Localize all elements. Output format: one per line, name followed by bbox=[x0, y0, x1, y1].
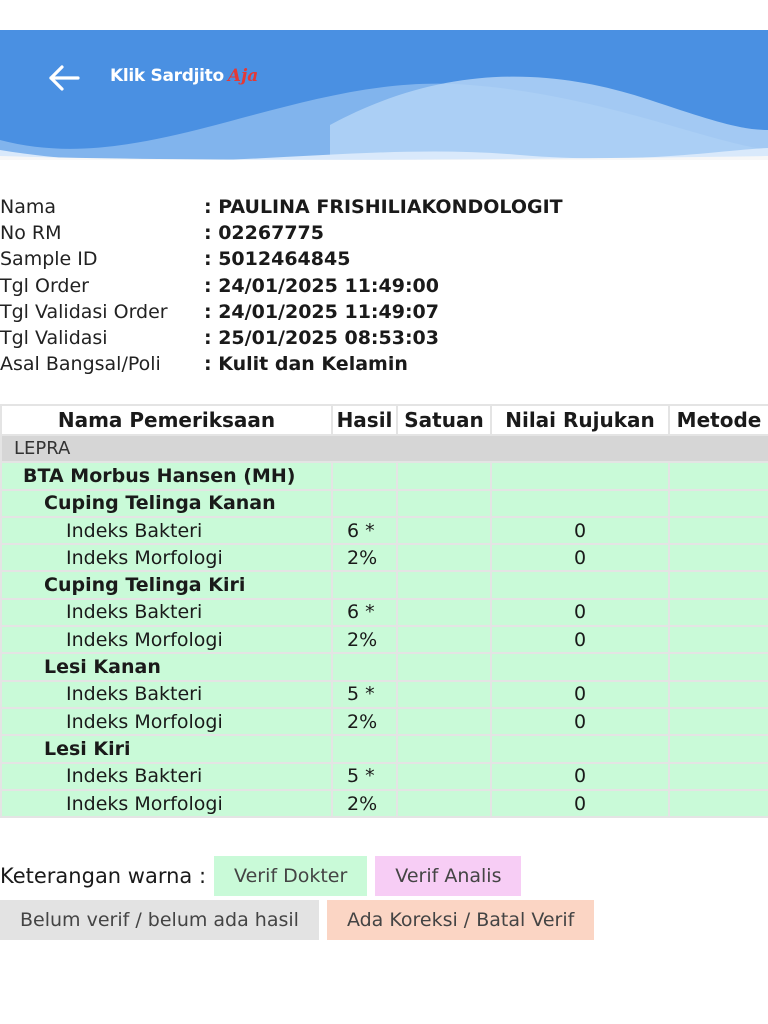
back-button[interactable] bbox=[44, 58, 84, 98]
cell-metode bbox=[669, 462, 768, 489]
legend-title: Keterangan warna : bbox=[0, 864, 207, 888]
patient-info-value: : 5012464845 bbox=[204, 248, 351, 271]
cell-nama: Indeks Morfologi bbox=[1, 708, 332, 735]
cell-metode bbox=[669, 517, 768, 544]
cell-metode bbox=[669, 763, 768, 790]
cell-nama: Indeks Bakteri bbox=[1, 517, 332, 544]
patient-info-label: Tgl Validasi Order bbox=[0, 300, 168, 323]
cell-nama: Lesi Kiri bbox=[1, 735, 332, 762]
cell-nilai-rujukan bbox=[491, 490, 669, 517]
cell-hasil: 2% bbox=[332, 544, 397, 571]
table-row bbox=[1, 653, 768, 680]
cell-hasil bbox=[332, 462, 397, 489]
patient-info-label: Asal Bangsal/Poli bbox=[0, 353, 161, 376]
cell-satuan bbox=[397, 626, 491, 653]
cell-metode bbox=[669, 599, 768, 626]
brand-name: Klik Sardjito bbox=[110, 66, 224, 86]
legend-ada-koreksi: Ada Koreksi / Batal Verif bbox=[327, 900, 594, 940]
cell-satuan bbox=[397, 462, 491, 489]
cell-nama: Cuping Telinga Kanan bbox=[1, 490, 332, 517]
cell-metode bbox=[669, 653, 768, 680]
patient-info-row bbox=[0, 273, 768, 299]
cell-satuan bbox=[397, 790, 491, 817]
cell-metode bbox=[669, 735, 768, 762]
cell-nilai-rujukan: 0 bbox=[491, 544, 669, 571]
cell-nilai-rujukan: 0 bbox=[491, 517, 669, 544]
cell-satuan bbox=[397, 599, 491, 626]
cell-satuan bbox=[397, 653, 491, 680]
color-legend bbox=[0, 856, 768, 944]
table-row bbox=[1, 544, 768, 571]
cell-metode bbox=[669, 571, 768, 598]
cell-nama: Indeks Bakteri bbox=[1, 681, 332, 708]
cell-hasil bbox=[332, 653, 397, 680]
table-row bbox=[1, 708, 768, 735]
brand-logo bbox=[110, 66, 258, 86]
table-row bbox=[1, 763, 768, 790]
cell-nama: Indeks Bakteri bbox=[1, 599, 332, 626]
cell-hasil: 2% bbox=[332, 626, 397, 653]
patient-info-value: : 25/01/2025 08:53:03 bbox=[204, 327, 439, 350]
cell-satuan bbox=[397, 763, 491, 790]
table-row bbox=[1, 599, 768, 626]
table-row bbox=[1, 735, 768, 762]
patient-info-value: : PAULINA FRISHILIAKONDOLOGIT bbox=[204, 196, 563, 219]
table-header-row bbox=[1, 405, 768, 435]
patient-info-row bbox=[0, 194, 768, 220]
table-row bbox=[1, 681, 768, 708]
cell-nama: Indeks Morfologi bbox=[1, 544, 332, 571]
table-row bbox=[1, 517, 768, 544]
patient-info bbox=[0, 194, 768, 377]
cell-hasil: 6 * bbox=[332, 517, 397, 544]
patient-info-label: Tgl Validasi bbox=[0, 327, 108, 350]
patient-info-row bbox=[0, 246, 768, 272]
cell-nilai-rujukan: 0 bbox=[491, 599, 669, 626]
col-nilai-rujukan: Nilai Rujukan bbox=[491, 405, 669, 435]
patient-info-row bbox=[0, 299, 768, 325]
cell-hasil: 2% bbox=[332, 790, 397, 817]
patient-info-value: : Kulit dan Kelamin bbox=[204, 353, 408, 376]
table-row bbox=[1, 790, 768, 817]
patient-info-label: Nama bbox=[0, 196, 57, 219]
patient-info-label: Tgl Order bbox=[0, 274, 89, 297]
cell-nama: BTA Morbus Hansen (MH) bbox=[1, 462, 332, 489]
patient-info-row bbox=[0, 351, 768, 377]
cell-satuan bbox=[397, 735, 491, 762]
cell-nilai-rujukan bbox=[491, 571, 669, 598]
cell-hasil bbox=[332, 735, 397, 762]
app-header bbox=[0, 30, 768, 160]
table-row bbox=[1, 490, 768, 517]
cell-metode bbox=[669, 681, 768, 708]
cell-metode bbox=[669, 626, 768, 653]
cell-satuan bbox=[397, 708, 491, 735]
cell-nilai-rujukan: 0 bbox=[491, 763, 669, 790]
cell-nilai-rujukan: 0 bbox=[491, 790, 669, 817]
cell-nilai-rujukan: 0 bbox=[491, 708, 669, 735]
cell-satuan bbox=[397, 544, 491, 571]
patient-info-value: : 24/01/2025 11:49:00 bbox=[204, 274, 439, 297]
results-table bbox=[0, 404, 768, 818]
cell-metode bbox=[669, 708, 768, 735]
patient-info-row bbox=[0, 220, 768, 246]
cell-nama: Indeks Morfologi bbox=[1, 626, 332, 653]
cell-hasil bbox=[332, 571, 397, 598]
cell-metode bbox=[669, 544, 768, 571]
header-wave-decoration bbox=[0, 30, 768, 160]
cell-metode bbox=[669, 490, 768, 517]
cell-satuan bbox=[397, 681, 491, 708]
cell-metode bbox=[669, 790, 768, 817]
table-row bbox=[1, 626, 768, 653]
cell-nama: Lesi Kanan bbox=[1, 653, 332, 680]
arrow-left-icon bbox=[48, 64, 80, 92]
table-row bbox=[1, 462, 768, 489]
table-row bbox=[1, 571, 768, 598]
brand-accent: Aja bbox=[227, 66, 259, 86]
cell-hasil: 5 * bbox=[332, 681, 397, 708]
patient-info-value: : 02267775 bbox=[204, 222, 324, 245]
cell-nama: Cuping Telinga Kiri bbox=[1, 571, 332, 598]
cell-hasil: 2% bbox=[332, 708, 397, 735]
section-label: LEPRA bbox=[1, 435, 768, 462]
patient-info-row bbox=[0, 325, 768, 351]
cell-satuan bbox=[397, 571, 491, 598]
col-metode: Metode bbox=[669, 405, 768, 435]
patient-info-value: : 24/01/2025 11:49:07 bbox=[204, 300, 439, 323]
cell-nama: Indeks Morfologi bbox=[1, 790, 332, 817]
cell-nilai-rujukan bbox=[491, 735, 669, 762]
cell-satuan bbox=[397, 517, 491, 544]
legend-belum-verif: Belum verif / belum ada hasil bbox=[0, 900, 319, 940]
cell-hasil: 5 * bbox=[332, 763, 397, 790]
col-satuan: Satuan bbox=[397, 405, 491, 435]
cell-nilai-rujukan: 0 bbox=[491, 626, 669, 653]
section-row bbox=[1, 435, 768, 462]
legend-verif-dokter: Verif Dokter bbox=[214, 856, 367, 896]
cell-hasil: 6 * bbox=[332, 599, 397, 626]
cell-nilai-rujukan: 0 bbox=[491, 681, 669, 708]
cell-nilai-rujukan bbox=[491, 653, 669, 680]
cell-nama: Indeks Bakteri bbox=[1, 763, 332, 790]
cell-hasil bbox=[332, 490, 397, 517]
cell-satuan bbox=[397, 490, 491, 517]
col-hasil: Hasil bbox=[332, 405, 397, 435]
patient-info-label: Sample ID bbox=[0, 248, 98, 271]
col-nama-pemeriksaan: Nama Pemeriksaan bbox=[1, 405, 332, 435]
patient-info-label: No RM bbox=[0, 222, 62, 245]
cell-nilai-rujukan bbox=[491, 462, 669, 489]
legend-verif-analis: Verif Analis bbox=[375, 856, 521, 896]
